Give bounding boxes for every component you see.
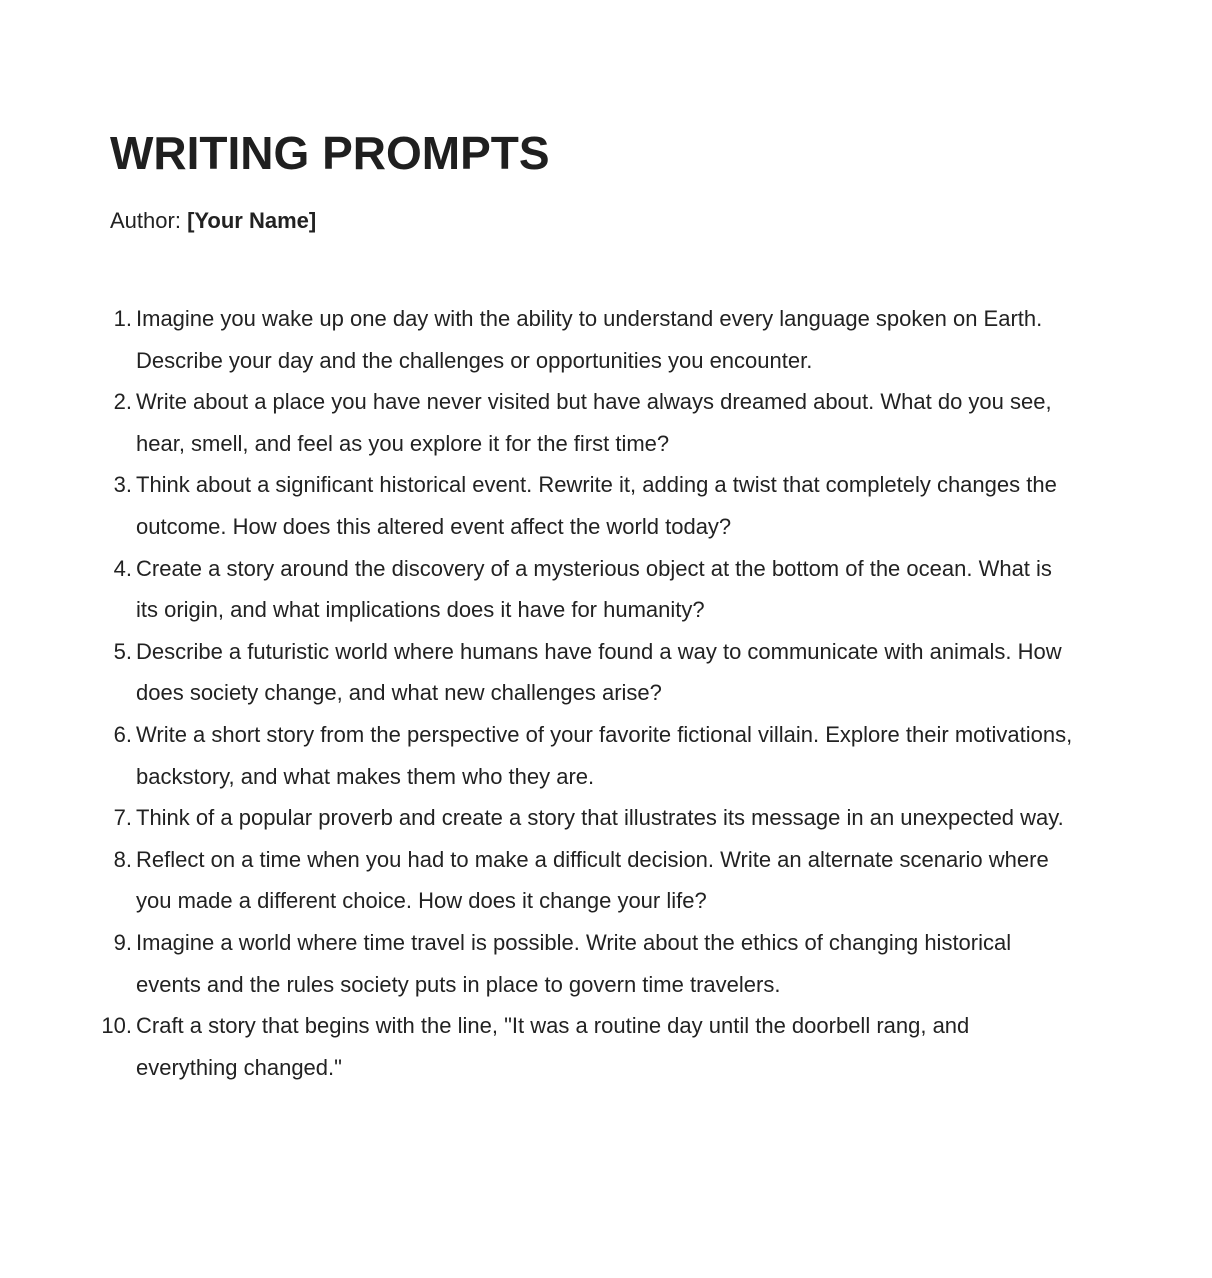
author-line: [110, 208, 316, 234]
author-label: Author:: [110, 208, 181, 233]
prompt-item: [113, 298, 1076, 381]
prompt-item: [113, 797, 1076, 839]
prompt-item: [113, 381, 1076, 464]
prompt-number: 5.: [113, 638, 132, 664]
prompt-item: [101, 1005, 1076, 1088]
prompt-number: 1.: [113, 306, 132, 331]
prompt-number: 3.: [113, 472, 132, 498]
prompt-number: 8.: [113, 846, 132, 872]
prompt-list: [101, 298, 1076, 1088]
prompt-text: Think of a popular proverb and create a story that illustrates its message in an unexpected way.: [136, 805, 1064, 831]
prompt-item: [113, 464, 1076, 547]
prompt-number: 6.: [113, 721, 132, 747]
prompt-item: [113, 631, 1076, 714]
prompt-text: Reflect on a time when you had to make a difficult decision. Write an alternate scenario where you made a different choice. How does it change your life?: [136, 846, 1049, 914]
prompt-item: [113, 839, 1076, 922]
prompt-number: 7.: [113, 805, 132, 831]
prompt-text: Imagine a world where time travel is possible. Write about the ethics of changing historical events and the rules society puts in place to govern time travelers.: [136, 929, 1012, 997]
prompt-text: Create a story around the discovery of a mysterious object at the bottom of the ocean. What is its origin, and what implications does it have for humanity?: [136, 555, 1052, 623]
prompt-number: 4.: [113, 555, 132, 581]
prompt-item: [113, 714, 1076, 797]
page-title: WRITING PROMPTS: [110, 127, 550, 179]
prompt-item: [113, 922, 1076, 1005]
prompt-text: Write a short story from the perspective of your favorite fictional villain. Explore their motivations, backstory, and what makes them who they are.: [136, 721, 1073, 789]
author-name: [Your Name]: [187, 208, 317, 233]
prompt-number: 2.: [113, 389, 132, 415]
prompt-number: 9.: [113, 929, 132, 955]
prompt-item: [113, 548, 1076, 631]
prompt-text: Craft a story that begins with the line, "It was a routine day until the doorbell rang, and everything changed.": [136, 1013, 970, 1080]
prompt-text: Describe a futuristic world where humans have found a way to communicate with animals. How does society change, and what new challenges arise?: [136, 638, 1062, 706]
prompt-text: Imagine you wake up one day with the ability to understand every language spoken on Earth. Describe your day and the challenges or opportunities you encounter.: [136, 306, 1043, 373]
prompt-text: Think about a significant historical event. Rewrite it, adding a twist that completely changes the outcome. How does this altered event affect the world today?: [136, 472, 1057, 539]
prompt-number: 10.: [101, 1013, 132, 1039]
prompt-text: Write about a place you have never visited but have always dreamed about. What do you see, hear, smell, and feel as you explore it for the first time?: [136, 389, 1052, 456]
